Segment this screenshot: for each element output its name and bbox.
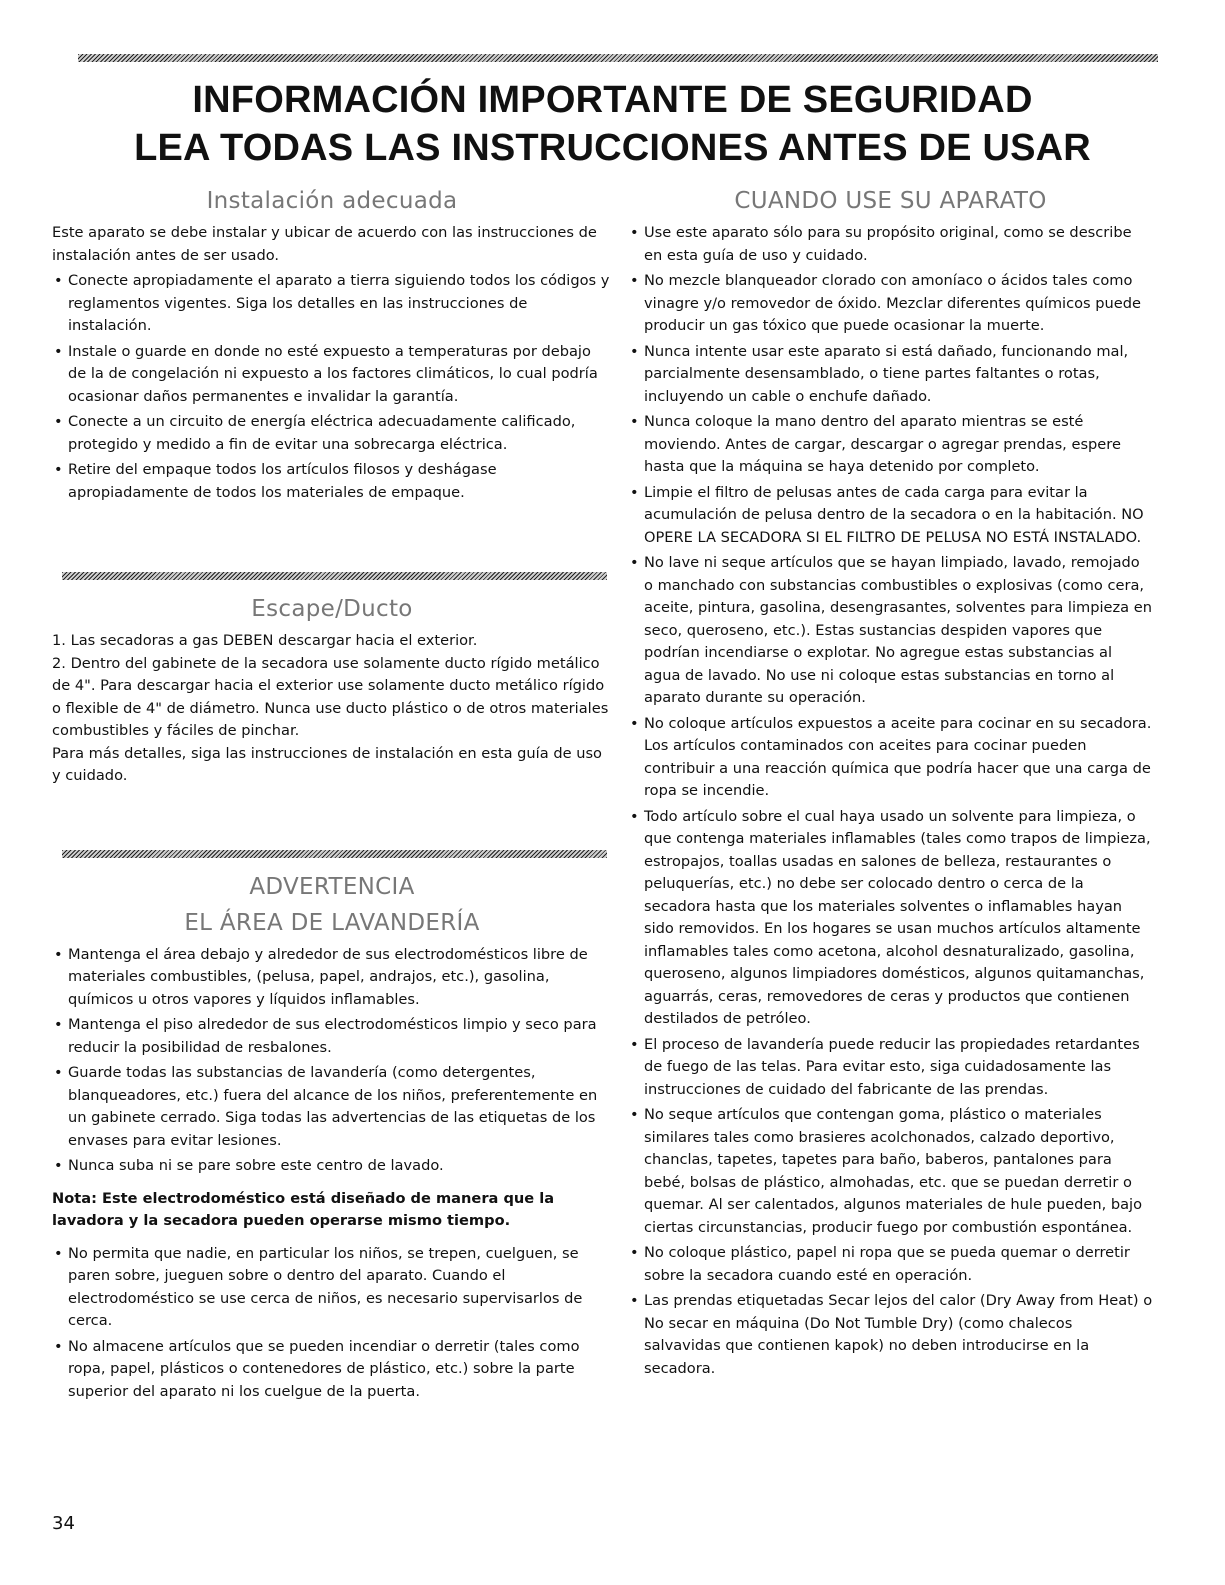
section-divider-stripe [62, 572, 607, 580]
installation-bullet: • Retire del empaque todos los artículos filosos y deshágase apropiadamente de todos los materiales de empaque. [54, 461, 497, 501]
usage-bullet: • Limpie el filtro de pelusas antes de cada carga para evitar la acumulación de pelusa dentro de la secadora o en la habitación. NO OPERE LA SECADORA SI EL FILTRO DE PELUSA NO ESTÁ INSTALADO. [630, 483, 1144, 546]
section-divider-stripe [62, 850, 607, 858]
usage-bullet: • El proceso de lavandería puede reducir las propiedades retardantes de fuego de las telas. Para evitar esto, siga cuidadosamente las instrucciones de cuidado del fabricante de las prendas. [630, 1035, 1140, 1098]
title-line-2: LEA TODAS LAS INSTRUCCIONES ANTES DE USAR [134, 127, 1091, 169]
usage-bullet: • No coloque plástico, papel ni ropa que se pueda quemar o derretir sobre la secadora cuando esté en operación. [630, 1244, 1130, 1284]
warning-bullet: • Nunca suba ni se pare sobre este centro de lavado. [54, 1157, 444, 1174]
usage-section [628, 186, 1153, 1380]
usage-bullet: • Nunca intente usar este aparato si está dañado, funcionando mal, parcialmente desensamblado, o tiene partes faltantes o rotas, incluyendo un cable o enchufe dañado. [630, 342, 1129, 405]
appliance-note: Nota: Este electrodoméstico está diseñado de manera que la lavadora y la secadora pueden operarse mismo tiempo. [52, 1189, 555, 1229]
warning-section [52, 872, 612, 1404]
page-number: 34 [52, 1513, 75, 1534]
warning-bullet: • No permita que nadie, en particular los niños, se trepen, cuelguen, se paren sobre, jueguen sobre o dentro del aparato. Cuando el electrodoméstico se use cerca de niños, es necesario supervisarlos de cerca. [54, 1244, 583, 1329]
usage-bullet: • Use este aparato sólo para su propósito original, como se describe en esta guía de uso y cuidado. [630, 224, 1132, 264]
exhaust-item: 2. Dentro del gabinete de la secadora use solamente ducto rígido metálico de 4". Para descargar hacia el exterior use solamente ducto metálico rígido o flexible de 4" de diámetro. Nunca use ducto plástico o de otros materiales combustibles y fáciles de pinchar. [52, 654, 609, 739]
warning-bullet: • Guarde todas las substancias de lavandería (como detergentes, blanqueadores, etc.) fuera del alcance de los niños, preferentemente en un gabinete cerrado. Siga todas las advertencias de las etiquetas de los envases para evitar lesiones. [54, 1064, 598, 1149]
usage-bullet: • Las prendas etiquetadas Secar lejos del calor (Dry Away from Heat) o No secar en máquina (Do Not Tumble Dry) (como chalecos salvavidas que contienen kapok) no deben introducirse en la secadora. [630, 1292, 1153, 1377]
installation-heading: Instalación adecuada [206, 188, 458, 214]
installation-intro: Este aparato se debe instalar y ubicar de acuerdo con las instrucciones de instalación antes de ser usado. [52, 224, 597, 264]
left-column [52, 186, 612, 1403]
warning-bullet: • No almacene artículos que se pueden incendiar o derretir (tales como ropa, papel, plásticos o contenedores de plástico, etc.) sobre la parte superior del aparato ni los cuelgue de la puerta. [54, 1337, 580, 1400]
top-divider-stripe [78, 54, 1158, 62]
usage-bullet: • No mezcle blanqueador clorado con amoníaco o ácidos tales como vinagre y/o removedor de óxido. Mezclar diferentes químicos puede producir un gas tóxico que puede ocasionar la muerte. [630, 272, 1142, 334]
installation-section [52, 186, 612, 504]
right-column [628, 186, 1153, 1380]
usage-bullet: • No coloque artículos expuestos a aceite para cocinar en su secadora. Los artículos contaminados con aceites para cocinar pueden contribuir a una reacción química que podría hacer que una carga de ropa se incendie. [630, 714, 1152, 799]
page-title [40, 76, 1185, 172]
usage-bullet: • No lave ni seque artículos que se hayan limpiado, lavado, remojado o manchado con substancias combustibles o explosivas (como cera, aceite, pintura, gasolina, desengrasantes, solventes para limpieza en seco, queroseno, etc.). Estas sustancias despiden vapores que podrían incendiarse o explotar. No agregue estas substancias al agua de lavado. No use ni coloque estas substancias en torno al aparato durante su operación. [630, 554, 1152, 706]
installation-bullet: • Conecte a un circuito de energía eléctrica adecuadamente calificado, protegido y medido a fin de evitar una sobrecarga eléctrica. [54, 413, 576, 453]
exhaust-section [52, 594, 612, 788]
usage-bullet: • Todo artículo sobre el cual haya usado un solvente para limpieza, o que contenga materiales inflamables (tales como trapos de limpieza, estropajos, toallas usadas en salones de belleza, restaurantes o peluquerías, etc.) no debe ser colocado dentro o cerca de la secadora hasta que los materiales solventes o inflamables hayan sido removidos. En los hogares se usan muchos artículos altamente inflamables tales como acetona, alcohol desnaturalizado, gasolina, queroseno, algunos limpiadores domésticos, algunos quitamanchas, aguarrás, ceras, removedores de ceras y productos que contienen destilados de petróleo. [630, 807, 1151, 1027]
installation-bullet: • Instale o guarde en donde no esté expuesto a temperaturas por debajo de la de congelación ni expuesto a los factores climáticos, lo cual podría ocasionar daños permanentes e invalidar la garantía. [54, 342, 598, 405]
warning-bullet: • Mantenga el piso alrededor de sus electrodomésticos limpio y seco para reducir la posibilidad de resbalones. [54, 1016, 597, 1056]
installation-bullet: • Conecte apropiadamente el aparato a tierra siguiendo todos los códigos y reglamentos vigentes. Siga los detalles en las instrucciones de instalación. [54, 272, 610, 334]
usage-bullet: • Nunca coloque la mano dentro del aparato mientras se esté moviendo. Antes de cargar, descargar o agregar prendas, espere hasta que la máquina se haya detenido por completo. [630, 413, 1121, 475]
exhaust-item: 1. Las secadoras a gas DEBEN descargar hacia el exterior. [52, 632, 478, 649]
exhaust-item: Para más detalles, siga las instrucciones de instalación en esta guía de uso y cuidado. [52, 744, 602, 784]
warning-heading: ADVERTENCIA [249, 873, 415, 900]
usage-bullet: • No seque artículos que contengan goma, plástico o materiales similares tales como brasieres acolchonados, calzado deportivo, chanclas, tapetes, tapetes para baño, baberos, pantalones para bebé, bolsas de plástico, almohadas, etc. que se puedan derretir o quemar. Al ser calentados, algunos materiales de hule pueden, bajo ciertas circunstancias, producir fuego por combustión espontánea. [630, 1106, 1143, 1236]
warning-bullet: • Mantenga el área debajo y alrededor de sus electrodomésticos libre de materiales combustibles, (pelusa, papel, andrajos, etc.), gasolina, químicos u otros vapores y líquidos inflamables. [54, 945, 588, 1008]
title-line-1: INFORMACIÓN IMPORTANTE DE SEGURIDAD [192, 79, 1033, 121]
usage-heading: CUANDO USE SU APARATO [734, 188, 1047, 214]
laundry-area-heading: EL ÁREA DE LAVANDERÍA [184, 909, 480, 936]
exhaust-heading: Escape/Ducto [251, 596, 413, 622]
